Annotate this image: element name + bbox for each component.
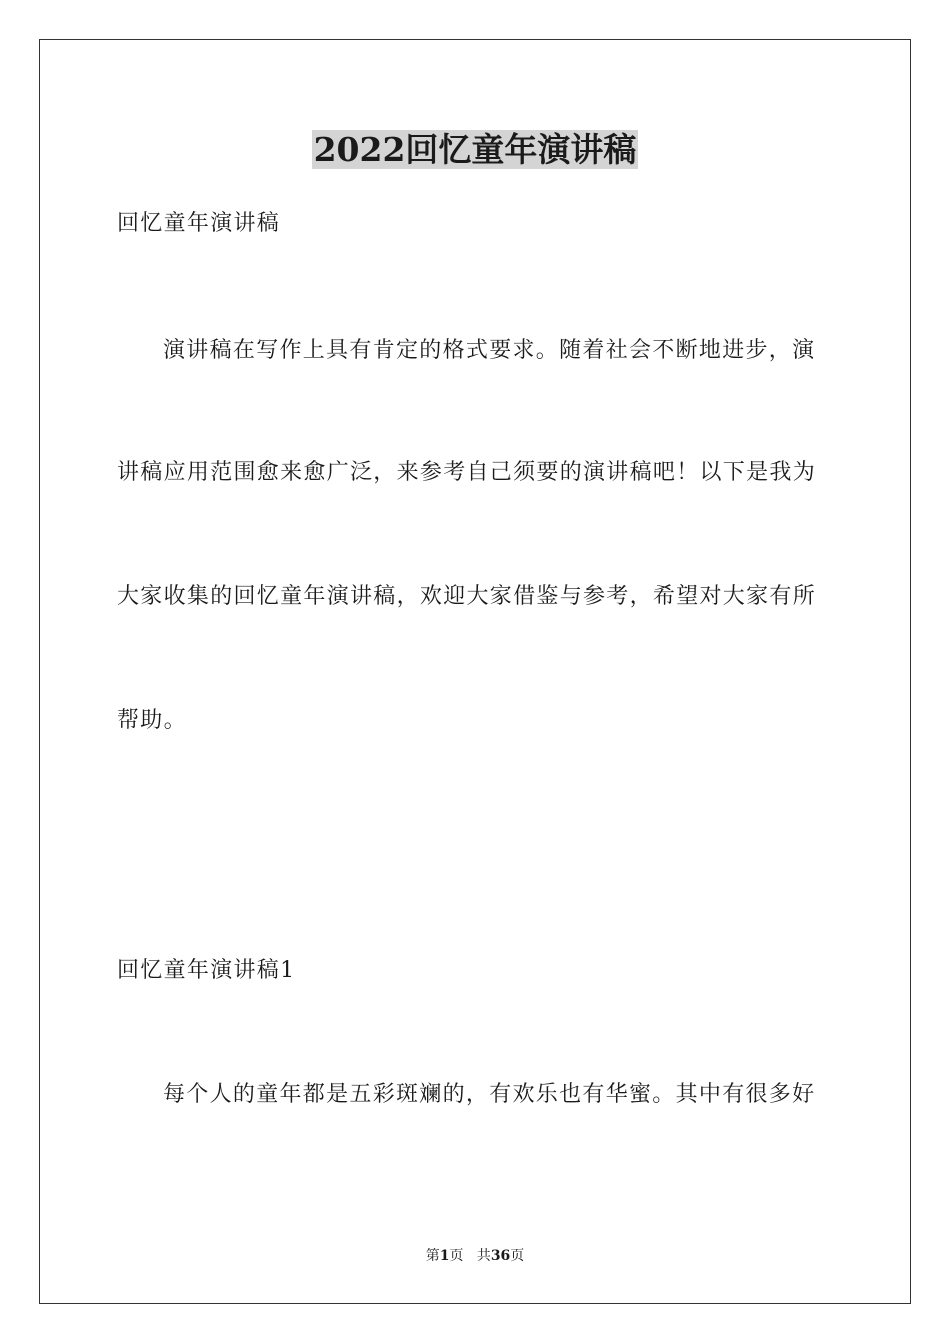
footer-total-prefix: 共	[476, 1248, 491, 1264]
footer-prefix: 第	[425, 1248, 440, 1264]
document-title-text: 2022回忆童年演讲稿	[313, 130, 637, 169]
document-subtitle: 回忆童年演讲稿	[117, 211, 281, 236]
paragraph-line-2: 讲稿应用范围愈来愈广泛，来参考自己须要的演讲稿吧！以下是我为	[117, 460, 817, 485]
footer-page-suffix: 页	[449, 1248, 464, 1264]
footer-total-pages: 36	[490, 1248, 511, 1264]
paragraph-line-3: 大家收集的回忆童年演讲稿，欢迎大家借鉴与参考，希望对大家有所	[117, 584, 817, 609]
paragraph-line-4: 帮助。	[117, 708, 187, 733]
paragraph-line-1: 演讲稿在写作上具有肯定的格式要求。随着社会不断地进步，演	[163, 338, 816, 363]
footer-page-number: 1	[439, 1248, 450, 1264]
page-footer	[0, 1246, 950, 1266]
section-paragraph-line-1: 每个人的童年都是五彩斑斓的，有欢乐也有华蜜。其中有很多好	[163, 1082, 816, 1107]
document-title	[0, 128, 950, 172]
footer-total-suffix: 页	[510, 1248, 525, 1264]
section-heading: 回忆童年演讲稿1	[117, 958, 296, 983]
